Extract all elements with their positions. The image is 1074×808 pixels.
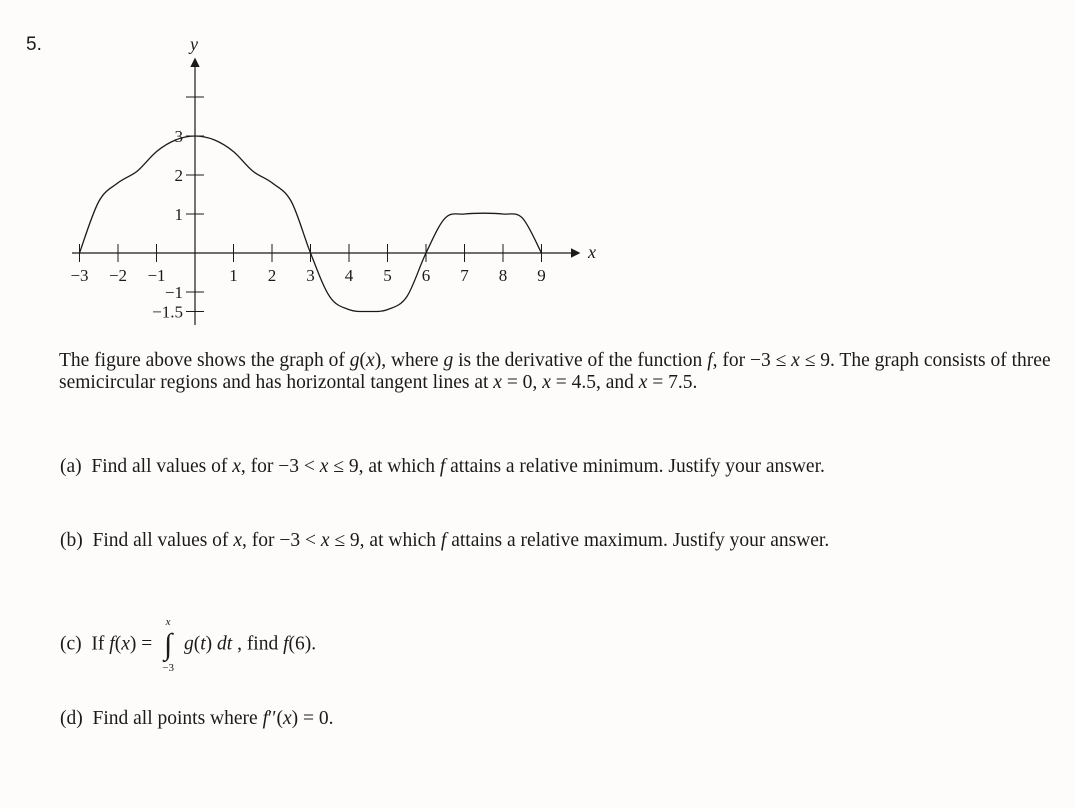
y-tick-label: 2 xyxy=(174,166,183,185)
problem-number: 5. xyxy=(26,34,42,55)
g-curve xyxy=(80,136,542,312)
y-tick-label: −1 xyxy=(164,283,183,302)
x-tick-label: −1 xyxy=(147,266,166,285)
x-tick-label: 7 xyxy=(460,266,469,285)
x-tick-label: 6 xyxy=(421,266,431,285)
y-tick-label: −1.5 xyxy=(152,302,183,322)
integral-sign: x ∫ −3 xyxy=(162,616,174,674)
question-a: (a) Find all values of x, for −3 < x ≤ 9, at which f attains a relative minimum. Justify your answer. xyxy=(60,456,825,477)
x-tick-label: 3 xyxy=(306,266,315,285)
question-c: (c) If f(x) = x ∫ −3 g(t) dt , find f(6). xyxy=(60,616,317,674)
x-tick-label: 8 xyxy=(498,266,508,285)
ticks xyxy=(70,97,545,322)
y-axis-label: y xyxy=(190,34,198,54)
x-tick-label: 2 xyxy=(267,266,277,285)
x-tick-label: 1 xyxy=(229,266,238,285)
graph-of-g xyxy=(0,0,640,345)
question-d: (d) Find all points where f′′(x) = 0. xyxy=(60,708,334,729)
y-tick-label: 1 xyxy=(174,205,183,224)
x-tick-label: 5 xyxy=(383,266,392,285)
x-tick-label: −3 xyxy=(70,266,89,285)
problem-description: The figure above shows the graph of g(x), where g is the derivative of the function f, for −3 ≤ x ≤ 9. The graph consists of three semicircular regions and has horizontal tangent lines at x = 0, x = 4.5, and x = 7.5. xyxy=(59,350,1051,393)
curve xyxy=(80,136,542,312)
x-tick-label: 9 xyxy=(537,266,546,285)
question-b: (b) Find all values of x, for −3 < x ≤ 9, at which f attains a relative maximum. Justify your answer. xyxy=(60,530,830,551)
y-tick-label: 3 xyxy=(174,127,183,146)
x-axis-label: x xyxy=(588,242,596,262)
x-tick-label: −2 xyxy=(108,266,128,285)
x-tick-label: 4 xyxy=(344,266,354,285)
